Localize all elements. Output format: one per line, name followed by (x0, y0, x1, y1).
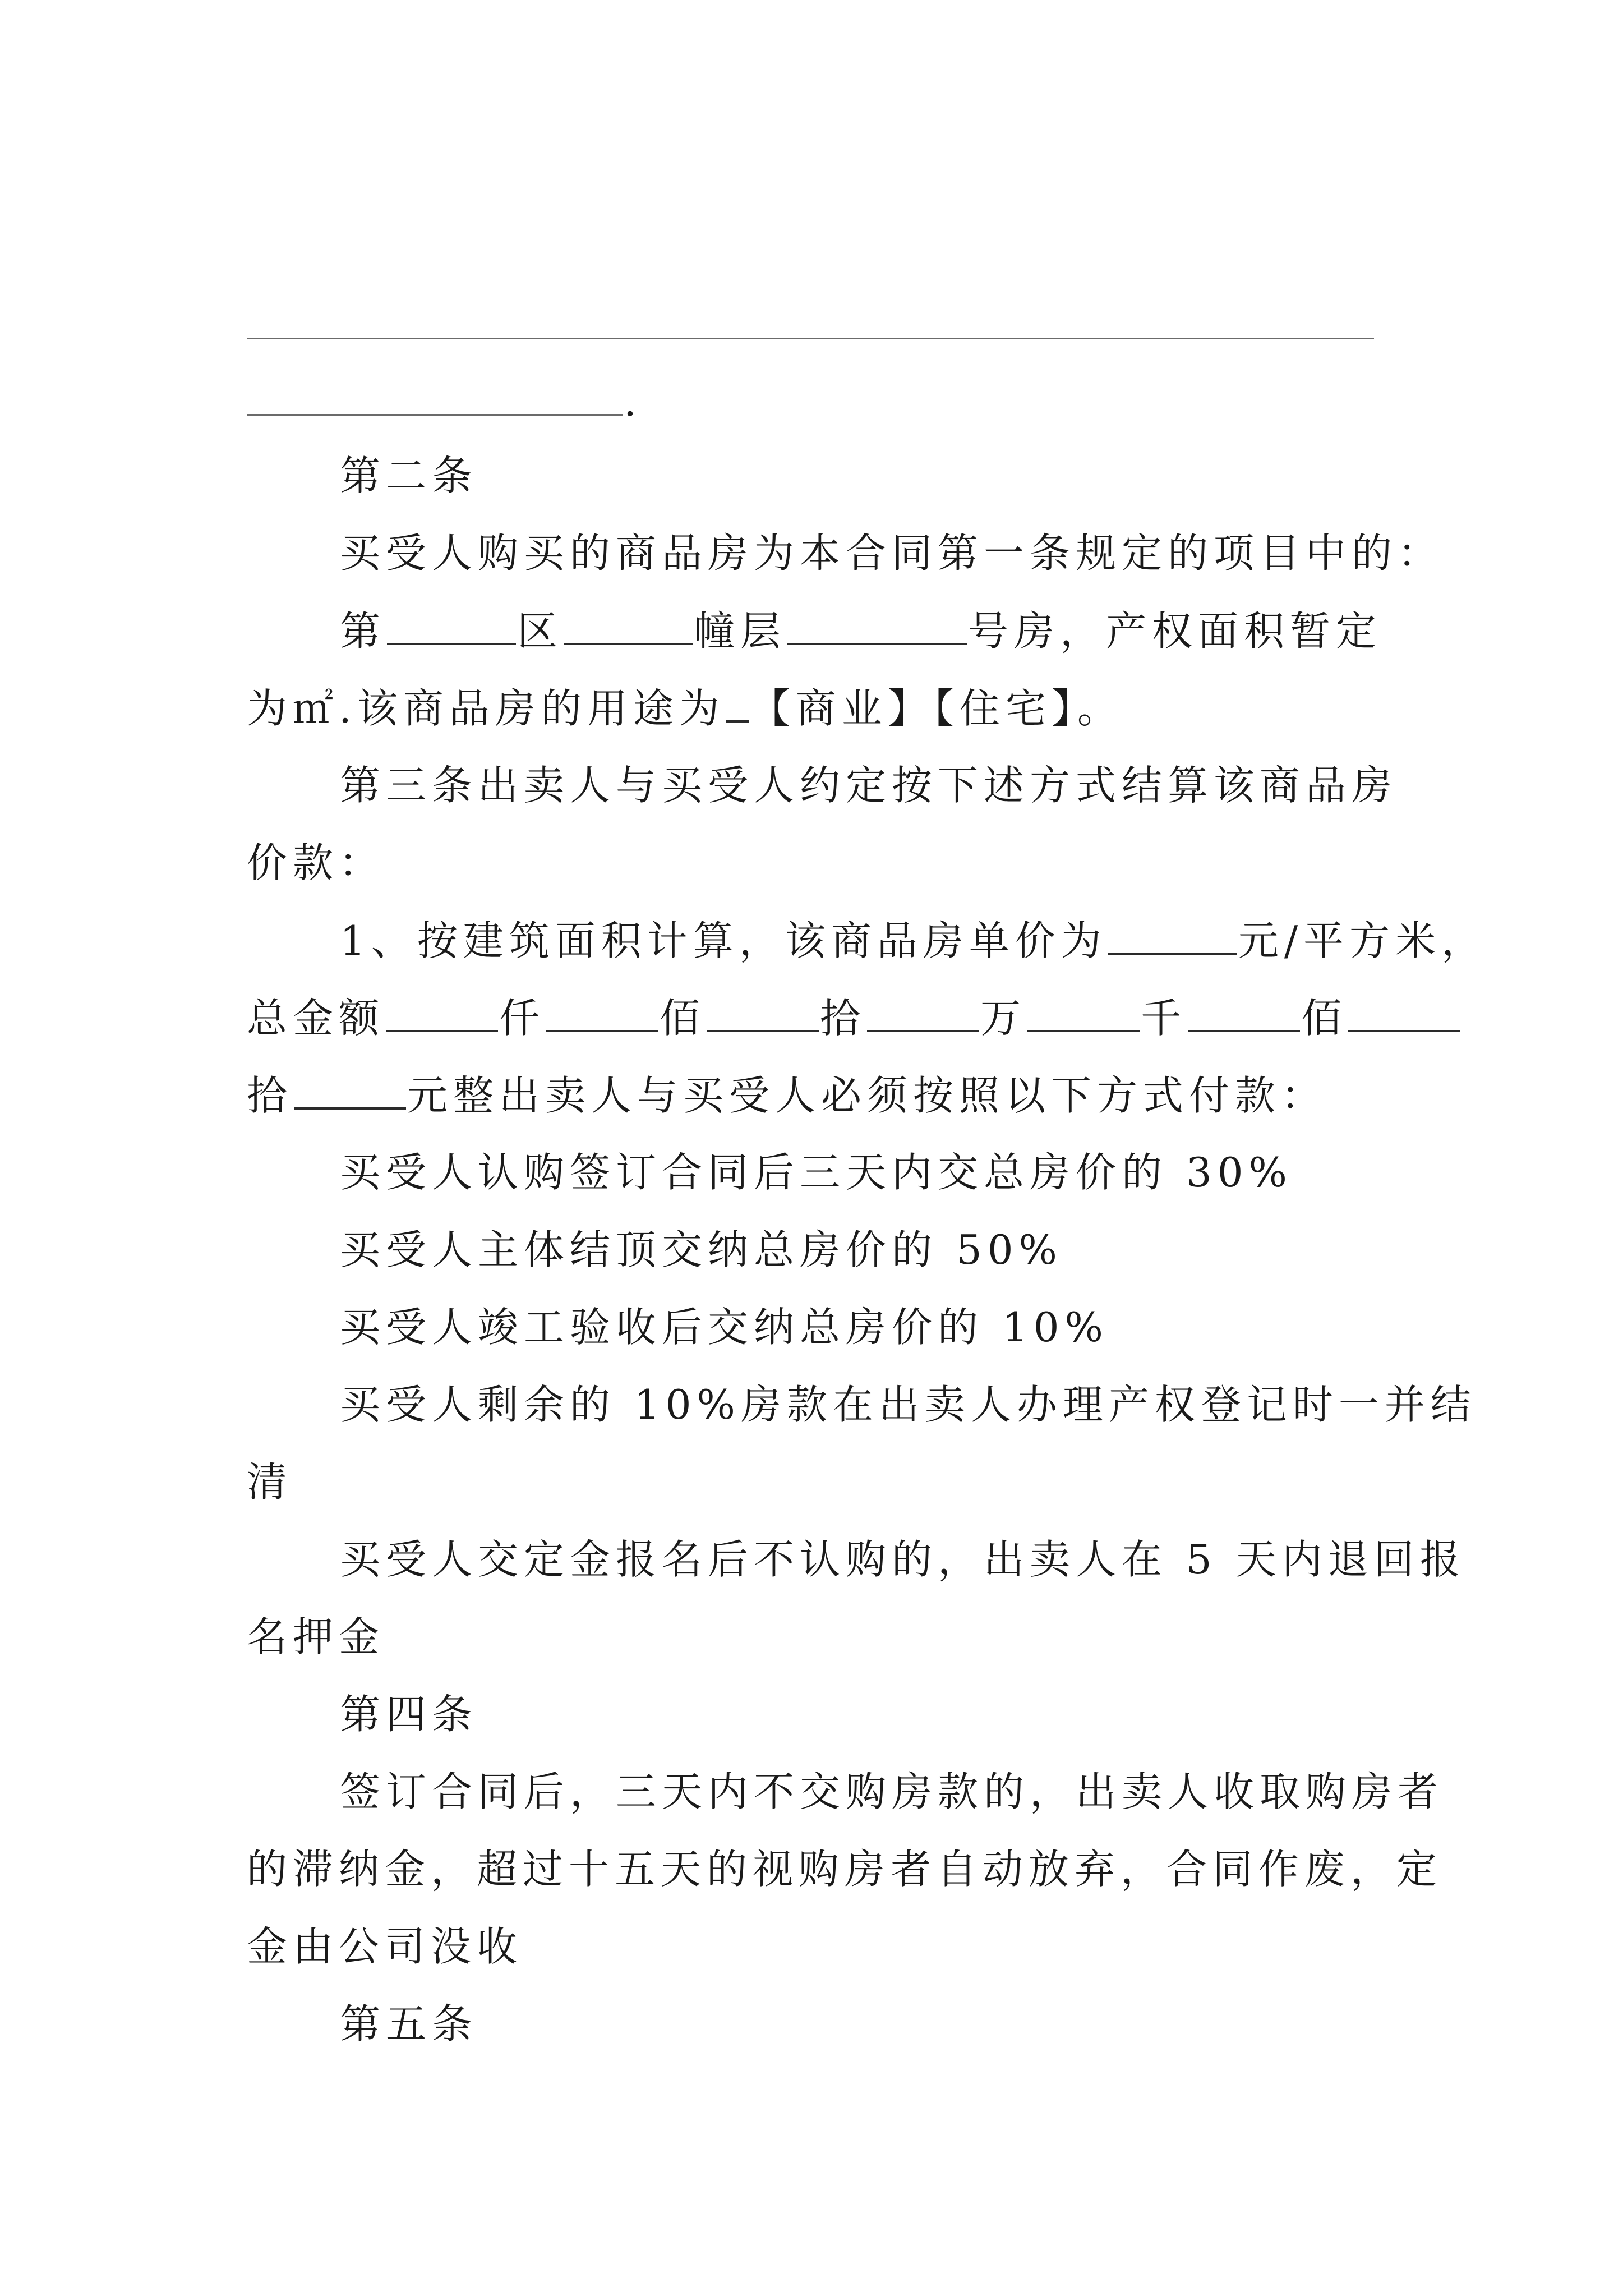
paragraph-line: 买受人竣工验收后交纳总房价的 10% (340, 1304, 1109, 1351)
blank-rule-short (247, 414, 623, 416)
paragraph-line: 总金额 仟 佰 拾 万 千 佰 (247, 997, 1461, 1038)
period-mark: . (624, 378, 637, 425)
blank-field[interactable] (1348, 997, 1460, 1032)
blank-field[interactable] (386, 997, 498, 1032)
blank-field[interactable] (1027, 997, 1140, 1032)
article-3-heading: 第三条出卖人与买受人约定按下述方式结算该商品房 (340, 762, 1398, 809)
paragraph-line: 价款： (247, 839, 385, 886)
paragraph-line: 买受人认购签订合同后三天内交总房价的 30% (340, 1149, 1293, 1196)
blank-field[interactable] (564, 610, 693, 645)
blank-field[interactable] (707, 997, 819, 1032)
blank-field[interactable] (726, 688, 749, 723)
article-2-heading: 第二条 (340, 452, 478, 499)
blank-field[interactable] (387, 610, 516, 645)
blank-rule-long (247, 338, 1374, 339)
paragraph-line: 签订合同后，三天内不交购房款的，出卖人收取购房者 (340, 1768, 1444, 1815)
article-5-heading: 第五条 (340, 2000, 478, 2047)
paragraph-line: 拾 元整出卖人与买受人必须按照以下方式付款： (247, 1072, 1327, 1119)
blank-field[interactable] (546, 997, 658, 1032)
paragraph-line: 清 (247, 1458, 293, 1506)
blank-field[interactable] (294, 1075, 406, 1110)
paragraph-line: 1、按建筑面积计算，该商品房单价为 元/平方米， (340, 917, 1488, 964)
paragraph-line: 第 区 幢层 号房，产权面积暂定 (340, 608, 1382, 655)
paragraph-line: 买受人剩余的 10%房款在出卖人办理产权登记时一并结 (340, 1381, 1477, 1428)
blank-field[interactable] (787, 610, 967, 645)
blank-field[interactable] (1108, 920, 1237, 955)
blank-field[interactable] (867, 997, 979, 1032)
paragraph-line: 名押金 (247, 1613, 385, 1660)
paragraph-line: 买受人交定金报名后不认购的，出卖人在 5 天内退回报 (340, 1536, 1466, 1583)
paragraph-line: 金由公司没收 (247, 1923, 523, 1970)
paragraph-line: 买受人购买的商品房为本合同第一条规定的项目中的： (340, 530, 1444, 577)
paragraph-line: 买受人主体结顶交纳总房价的 50% (340, 1226, 1063, 1273)
blank-field[interactable] (1188, 997, 1300, 1032)
paragraph-line: 的滞纳金，超过十五天的视购房者自动放弃，合同作废，定 (247, 1846, 1443, 1893)
paragraph-line: 为㎡.该商品房的用途为 【商业】【住宅】。 (247, 685, 1123, 732)
article-4-heading: 第四条 (340, 1691, 478, 1738)
